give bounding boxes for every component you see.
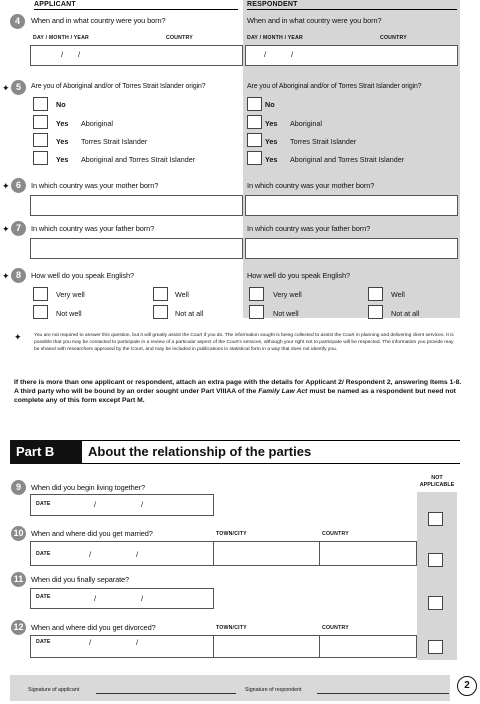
question-9-number: 9 xyxy=(11,480,26,495)
question-6-applicant-text: In which country was your mother born? xyxy=(31,181,159,190)
q5-respondent-no-checkbox[interactable] xyxy=(247,97,262,111)
q12-town-label: TOWN/CITY xyxy=(216,625,247,631)
applicant-column-heading: APPLICANT xyxy=(34,1,76,8)
q5-yes-label: Yes xyxy=(56,155,69,164)
q7-respondent-field[interactable] xyxy=(245,238,458,259)
date-separator: / xyxy=(94,500,97,509)
q6-applicant-field[interactable] xyxy=(30,195,243,216)
date-separator: / xyxy=(136,550,139,559)
page-number: 2 xyxy=(457,676,477,696)
question-5-number: 5 xyxy=(11,80,26,95)
q8-option-label: Not at all xyxy=(391,309,420,318)
q8-respondent-not-at-all-checkbox[interactable] xyxy=(368,305,383,319)
question-10-number: 10 xyxy=(11,526,26,541)
privacy-footnote: You are not required to answer this question, but it will greatly assist the Court if you do. The information sought is being collected to assist the Court in planning and delivering client services. It is possible that you may be contacted to participate in a review of a particular aspect of the Court's services, although your right not to participate will be respected. The information you provide may be shared with researchers approved by the Court, and may be included in publications in statistical form in a way that does not identify you. xyxy=(34,333,454,353)
q5-option-label: Aboriginal xyxy=(81,119,113,128)
footnote-marker-icon: ✦ xyxy=(2,224,10,234)
multi-party-text-2: must be named as a respondent but need not complete any of this form except Part M. xyxy=(14,387,456,404)
q5-option-label: No xyxy=(56,100,66,109)
q8-respondent-very-well-checkbox[interactable] xyxy=(249,287,264,301)
multi-party-act-name: Family Law Act xyxy=(258,387,308,395)
q8-respondent-not-well-checkbox[interactable] xyxy=(249,305,264,319)
q8-applicant-not-at-all-checkbox[interactable] xyxy=(153,305,168,319)
q4-applicant-date-label: DAY / MONTH / YEAR xyxy=(33,35,89,41)
field-divider xyxy=(213,635,214,658)
question-4-applicant-text: When and in what country were you born? xyxy=(31,16,166,25)
multi-party-text-1: If there is more than one applicant or respondent, attach an extra page with the details for Applicant 2/ Respondent 2, answering Items 1-8. A third party who will be bound by an order sought under Part VIIIAA of the xyxy=(14,379,462,395)
q5-option-label: Aboriginal and Torres Strait Islander xyxy=(81,155,196,164)
date-separator: / xyxy=(61,50,64,59)
date-separator: / xyxy=(264,50,267,59)
q5-yes-label: Yes xyxy=(265,119,278,128)
footnote-marker-icon: ✦ xyxy=(14,332,22,342)
respondent-column-heading: RESPONDENT xyxy=(247,1,298,8)
question-8-number: 8 xyxy=(11,268,26,283)
question-6-number: 6 xyxy=(11,178,26,193)
q5-applicant-aboriginal-checkbox[interactable] xyxy=(33,115,48,129)
field-divider xyxy=(213,541,214,566)
question-9-text: When did you begin living together? xyxy=(31,483,146,492)
question-11-text: When did you finally separate? xyxy=(31,575,130,584)
q5-option-label: Torres Strait Islander xyxy=(290,137,357,146)
q6-respondent-field[interactable] xyxy=(245,195,458,216)
question-4-number: 4 xyxy=(10,14,25,29)
q5-option-label: Torres Strait Islander xyxy=(81,137,148,146)
q5-applicant-no-checkbox[interactable] xyxy=(33,97,48,111)
q10-town-label: TOWN/CITY xyxy=(216,531,247,537)
q8-applicant-very-well-checkbox[interactable] xyxy=(33,287,48,301)
q8-option-label: Very well xyxy=(273,290,302,299)
q5-applicant-both-checkbox[interactable] xyxy=(33,151,48,165)
date-separator: / xyxy=(141,500,144,509)
q12-not-applicable-checkbox[interactable] xyxy=(428,640,443,654)
q9-date-label: DATE xyxy=(36,501,51,507)
q5-option-label: Aboriginal xyxy=(290,119,322,128)
q11-date-label: DATE xyxy=(36,594,51,600)
q11-date-field[interactable] xyxy=(30,588,214,609)
q4-applicant-country-label: COUNTRY xyxy=(166,35,193,41)
question-7-respondent-text: In which country was your father born? xyxy=(247,224,371,233)
q8-applicant-well-checkbox[interactable] xyxy=(153,287,168,301)
q5-respondent-both-checkbox[interactable] xyxy=(247,151,262,165)
question-4-respondent-text: When and in what country were you born? xyxy=(247,16,382,25)
respondent-signature-line[interactable] xyxy=(317,693,449,694)
q8-applicant-not-well-checkbox[interactable] xyxy=(33,305,48,319)
date-separator: / xyxy=(141,594,144,603)
q10-not-applicable-checkbox[interactable] xyxy=(428,553,443,567)
q5-yes-label: Yes xyxy=(56,137,69,146)
q9-not-applicable-checkbox[interactable] xyxy=(428,512,443,526)
q7-applicant-field[interactable] xyxy=(30,238,243,259)
q5-yes-label: Yes xyxy=(265,155,278,164)
q8-option-label: Very well xyxy=(56,290,85,299)
q5-yes-label: Yes xyxy=(56,119,69,128)
question-12-text: When and where did you get divorced? xyxy=(31,623,156,632)
date-separator: / xyxy=(291,50,294,59)
footnote-marker-icon: ✦ xyxy=(2,181,10,191)
date-separator: / xyxy=(136,638,139,647)
q5-yes-label: Yes xyxy=(265,137,278,146)
date-separator: / xyxy=(89,550,92,559)
question-10-text: When and where did you get married? xyxy=(31,529,153,538)
field-divider xyxy=(319,541,320,566)
part-b-title: About the relationship of the parties xyxy=(88,444,312,459)
question-7-applicant-text: In which country was your father born? xyxy=(31,224,155,233)
q12-date-label: DATE xyxy=(36,639,51,645)
not-applicable-heading: NOT APPLICABLE xyxy=(419,475,455,488)
q4-respondent-birth-field[interactable] xyxy=(245,45,458,66)
q9-date-field[interactable] xyxy=(30,494,214,516)
q5-option-label: Aboriginal and Torres Strait Islander xyxy=(290,155,405,164)
field-divider xyxy=(319,635,320,658)
date-separator: / xyxy=(89,638,92,647)
question-8-applicant-text: How well do you speak English? xyxy=(31,271,134,280)
q8-option-label: Not at all xyxy=(175,309,204,318)
respondent-signature-label: Signature of respondent xyxy=(245,687,302,693)
q8-respondent-well-checkbox[interactable] xyxy=(368,287,383,301)
date-separator: / xyxy=(78,50,81,59)
q8-option-label: Well xyxy=(391,290,405,299)
question-5-respondent-text: Are you of Aboriginal and/or of Torres Strait Islander origin? xyxy=(247,83,422,90)
q5-respondent-aboriginal-checkbox[interactable] xyxy=(247,115,262,129)
date-separator: / xyxy=(94,594,97,603)
applicant-heading-rule xyxy=(34,9,238,10)
q11-not-applicable-checkbox[interactable] xyxy=(428,596,443,610)
q4-respondent-country-label: COUNTRY xyxy=(380,35,407,41)
q5-applicant-tsi-checkbox[interactable] xyxy=(33,133,48,147)
q10-country-label: COUNTRY xyxy=(322,531,349,537)
footnote-marker-icon: ✦ xyxy=(2,83,10,93)
multiple-parties-note xyxy=(14,379,464,406)
q8-option-label: Well xyxy=(175,290,189,299)
q10-date-label: DATE xyxy=(36,551,51,557)
q4-respondent-date-label: DAY / MONTH / YEAR xyxy=(247,35,303,41)
respondent-heading-rule xyxy=(247,9,457,10)
question-7-number: 7 xyxy=(11,221,26,236)
question-6-respondent-text: In which country was your mother born? xyxy=(247,181,375,190)
q5-respondent-tsi-checkbox[interactable] xyxy=(247,133,262,147)
q8-option-label: Not well xyxy=(273,309,299,318)
question-12-number: 12 xyxy=(11,620,26,635)
footnote-marker-icon: ✦ xyxy=(2,271,10,281)
applicant-signature-line[interactable] xyxy=(96,693,236,694)
q8-option-label: Not well xyxy=(56,309,82,318)
question-11-number: 11 xyxy=(11,572,26,587)
question-8-respondent-text: How well do you speak English? xyxy=(247,271,350,280)
q5-option-label: No xyxy=(265,100,275,109)
applicant-signature-label: Signature of applicant xyxy=(28,687,80,693)
part-b-label: Part B xyxy=(10,440,82,464)
q12-country-label: COUNTRY xyxy=(322,625,349,631)
question-5-applicant-text: Are you of Aboriginal and/or of Torres Strait Islander origin? xyxy=(31,83,206,90)
